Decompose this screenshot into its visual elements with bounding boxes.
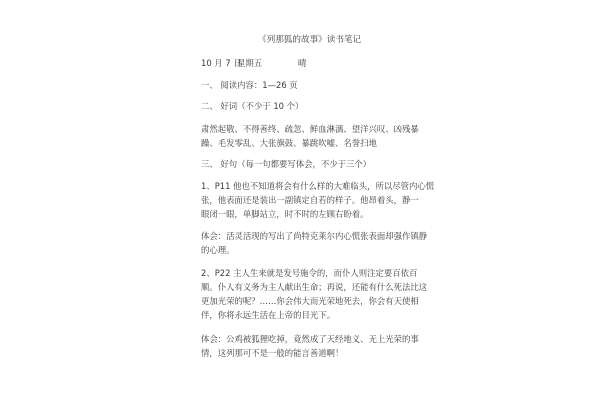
quote-1 xyxy=(201,181,434,223)
section-good-sentences-heading: 三、 好句（每一句都要写体会，不少于三个） xyxy=(201,159,372,169)
quote-2-line: 顺。仆人有义务为主人献出生命；再说，还能有什么死法比这 xyxy=(201,282,428,292)
quote-2 xyxy=(201,268,427,324)
section-good-words-heading: 二、 好词（不少于 10 个） xyxy=(201,101,304,111)
quote-2-line: 伴，你将永远生活在上帝的目光下。 xyxy=(201,310,335,320)
reflection-1-line: 体会：活灵活现的写出了尚特克莱尔内心慌张表面却强作镇静 xyxy=(201,231,428,241)
quote-1-line: 1、P11 他也不知道将会有什么样的大难临头，所以尽管内心慌 xyxy=(201,181,435,191)
good-words-line: 躁、毛发零乱、大张旗鼓、暴跳吹嘘、名誉扫地 xyxy=(201,138,377,148)
weekday: 星期五 xyxy=(237,58,263,68)
date: 10 月 7 日 xyxy=(201,58,242,68)
reflection-1 xyxy=(201,231,427,259)
quote-1-line: 眼闭一眼，单脚站立，时不时的左顾右盼着。 xyxy=(201,209,369,219)
quote-2-line: 更加光荣的呢？……你会伟大而光荣地死去，你会有天使相 xyxy=(201,296,419,306)
quote-1-line: 张，他表面还是装出一副镇定自若的样子。他昂着头，静一 xyxy=(201,195,419,205)
reflection-2-line: 情，这列那可不是一般的能言善道啊！ xyxy=(201,348,344,358)
quote-2-line: 2、P22 主人生来就是发号施令的，而仆人则注定要百依百 xyxy=(201,268,418,278)
document-title: 《列那狐的故事》读书笔记 xyxy=(258,35,362,45)
reflection-1-line: 的心理。 xyxy=(201,245,235,255)
good-words-line: 肃然起敬、不得善终、疏忽、鲜血淋漓、望洋兴叹、凶残暴 xyxy=(201,124,419,134)
reflection-2-line: 体会：公鸡被狐狸吃掉，竟然成了天经地义、无上光荣的事 xyxy=(201,334,419,344)
good-words-list xyxy=(201,124,419,152)
weather: 晴 xyxy=(298,58,307,68)
section-reading-range: 一、 阅读内容：1—26 页 xyxy=(201,80,298,90)
reflection-2 xyxy=(201,334,419,362)
